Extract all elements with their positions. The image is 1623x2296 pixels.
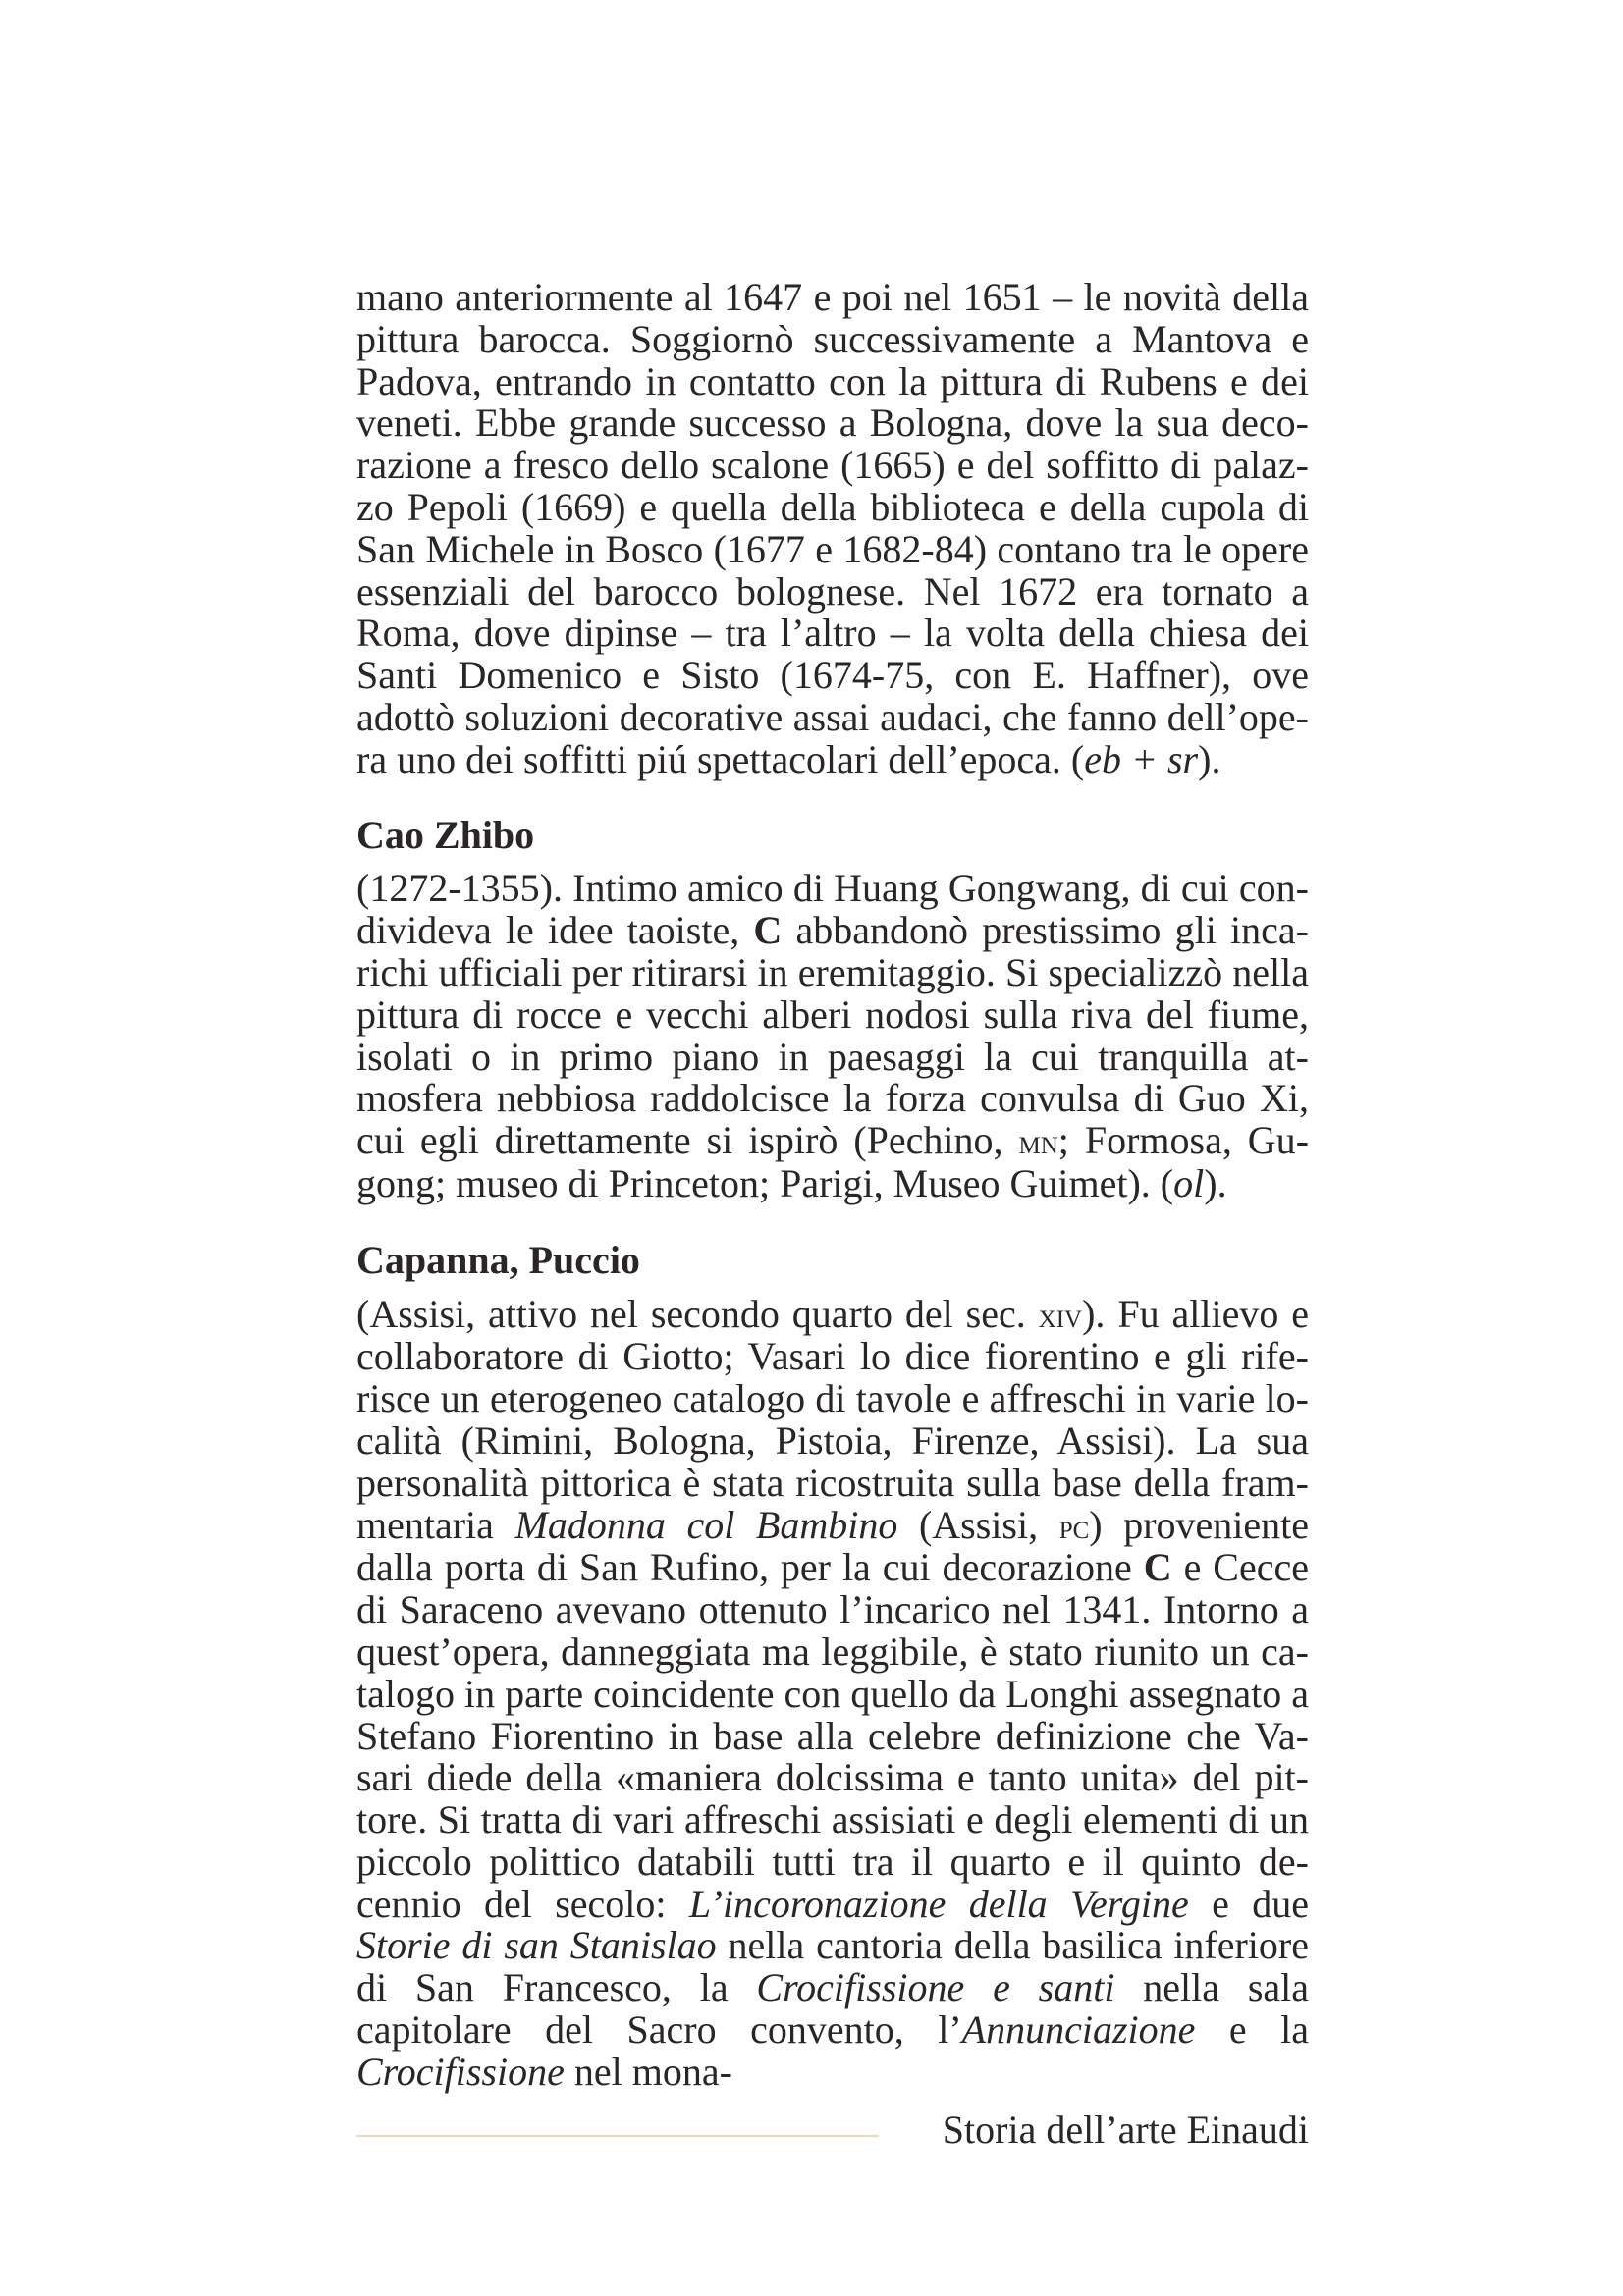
author-initials: ol	[1173, 1160, 1205, 1205]
artwork-title: Madonna col Bambino	[514, 1502, 898, 1547]
publication-title: Storia dell’arte Einaudi	[942, 2108, 1309, 2152]
artwork-title: Storie di san Stanislao	[356, 1923, 717, 1968]
text-run: nella sala capitolare del Sacro convento, l’	[356, 1965, 1310, 2053]
text-run: ).	[1198, 736, 1221, 781]
text-column	[356, 277, 1309, 2094]
text-run: ). Fu allievo e collaboratore di Giotto; Vasari lo dice fiorentino e gli riferisce un eterogeneo catalogo di tavole e affreschi in varie località (Rimini, Bologna, Pistoia, Firenze, Assisi). La sua personalità pittorica è stata ricostruita sulla base della frammentaria	[356, 1291, 1310, 1547]
footer-divider	[356, 2135, 879, 2137]
text-run: (1272-1355). Intimo amico di Huang Gongwang, di cui condivideva le idee taoiste,	[356, 866, 1309, 953]
entry-title-cao-zhibo: Cao Zhibo	[356, 812, 535, 857]
author-initials: eb + sr	[1084, 736, 1199, 781]
text-run: e la	[1195, 2007, 1310, 2053]
text-run: e due	[1188, 1881, 1309, 1926]
museum-abbreviation: mn	[1018, 1122, 1058, 1162]
location-abbreviation: pc	[1058, 1506, 1090, 1546]
entry-continuation-paragraph	[356, 277, 1309, 781]
text-run: (Assisi,	[897, 1502, 1059, 1547]
text-run: e Cecce di Saraceno avevano ottenuto l’incarico nel 1341. Intorno a quest’opera, danneggiata ma leggibile, è stato riunito un catalogo in parte coincidente con quello da Longhi assegnato a Stefano Fiorentino in base alla celebre definizione che Vasari diede della «maniera dolcissima e tanto unita» del pittore. Si tratta di vari affreschi assisiati e degli elementi di un piccolo polittico databili tutti tra il quarto e il quinto decennio del secolo:	[356, 1545, 1309, 1926]
text-run: mano anteriormente al 1647 e poi nel 1651 – le novità della pittura barocca. Soggiornò successivamente a Mantova e Padova, entrando in contatto con la pittura di Rubens e dei veneti. Ebbe grande successo a Bologna, dove la sua decorazione a fresco dello scalone (1665) e del soffitto di palazzo Pepoli (1669) e quella della biblioteca e della cupola di San Michele in Bosco (1677 e 1682-84) contano tra le opere essenziali del barocco bolognese. Nel 1672 era tornato a Roma, dove dipinse – tra l’altro – la volta della chiesa dei Santi Domenico e Sisto (1674-75, con E. Haffner), ove adottò soluzioni decorative assai audaci, che fanno dell’opera uno dei soffitti piú spettacolari dell’epoca. (	[356, 275, 1309, 781]
entry-title-capanna-puccio: Capanna, Puccio	[356, 1237, 640, 1282]
artwork-title: L’incoronazione della Vergine	[688, 1881, 1189, 1926]
text-run: nel mona-	[564, 2049, 732, 2094]
text-run: ; Formosa, Gugong; museo di Princeton; Parigi, Museo Guimet). (	[356, 1118, 1310, 1205]
artwork-title: Crocifissione e santi	[756, 1965, 1115, 2010]
text-run: ) proveniente dalla porta di San Rufino, per la cui decorazione	[356, 1502, 1310, 1590]
entry-initial: C	[753, 908, 783, 953]
artwork-title: Crocifissione	[356, 2049, 565, 2094]
text-run: abbandonò prestissimo gli incarichi ufficiali per ritirarsi in eremitaggio. Si specializzò nella pittura di rocce e vecchi alberi nodosi sulla riva del fiume, isolati o in primo piano in paesaggi la cui tranquilla atmosfera nebbiosa raddolcisce la forza convulsa di Guo Xi, cui egli direttamente si ispirò (Pechino,	[356, 908, 1309, 1163]
entry-body-cao-zhibo	[356, 868, 1309, 1204]
century-numeral: xiv	[1038, 1295, 1083, 1335]
text-run: ).	[1204, 1160, 1227, 1205]
page-footer	[356, 2106, 1309, 2155]
entry-body-capanna-puccio	[356, 1291, 1310, 2094]
text-run: (Assisi, attivo nel secondo quarto del sec.	[356, 1291, 1039, 1336]
text-run: nella cantoria della basilica inferiore di San Francesco, la	[356, 1923, 1309, 2010]
artwork-title: Annunciazione	[961, 2007, 1196, 2053]
entry-initial: C	[1143, 1545, 1172, 1590]
